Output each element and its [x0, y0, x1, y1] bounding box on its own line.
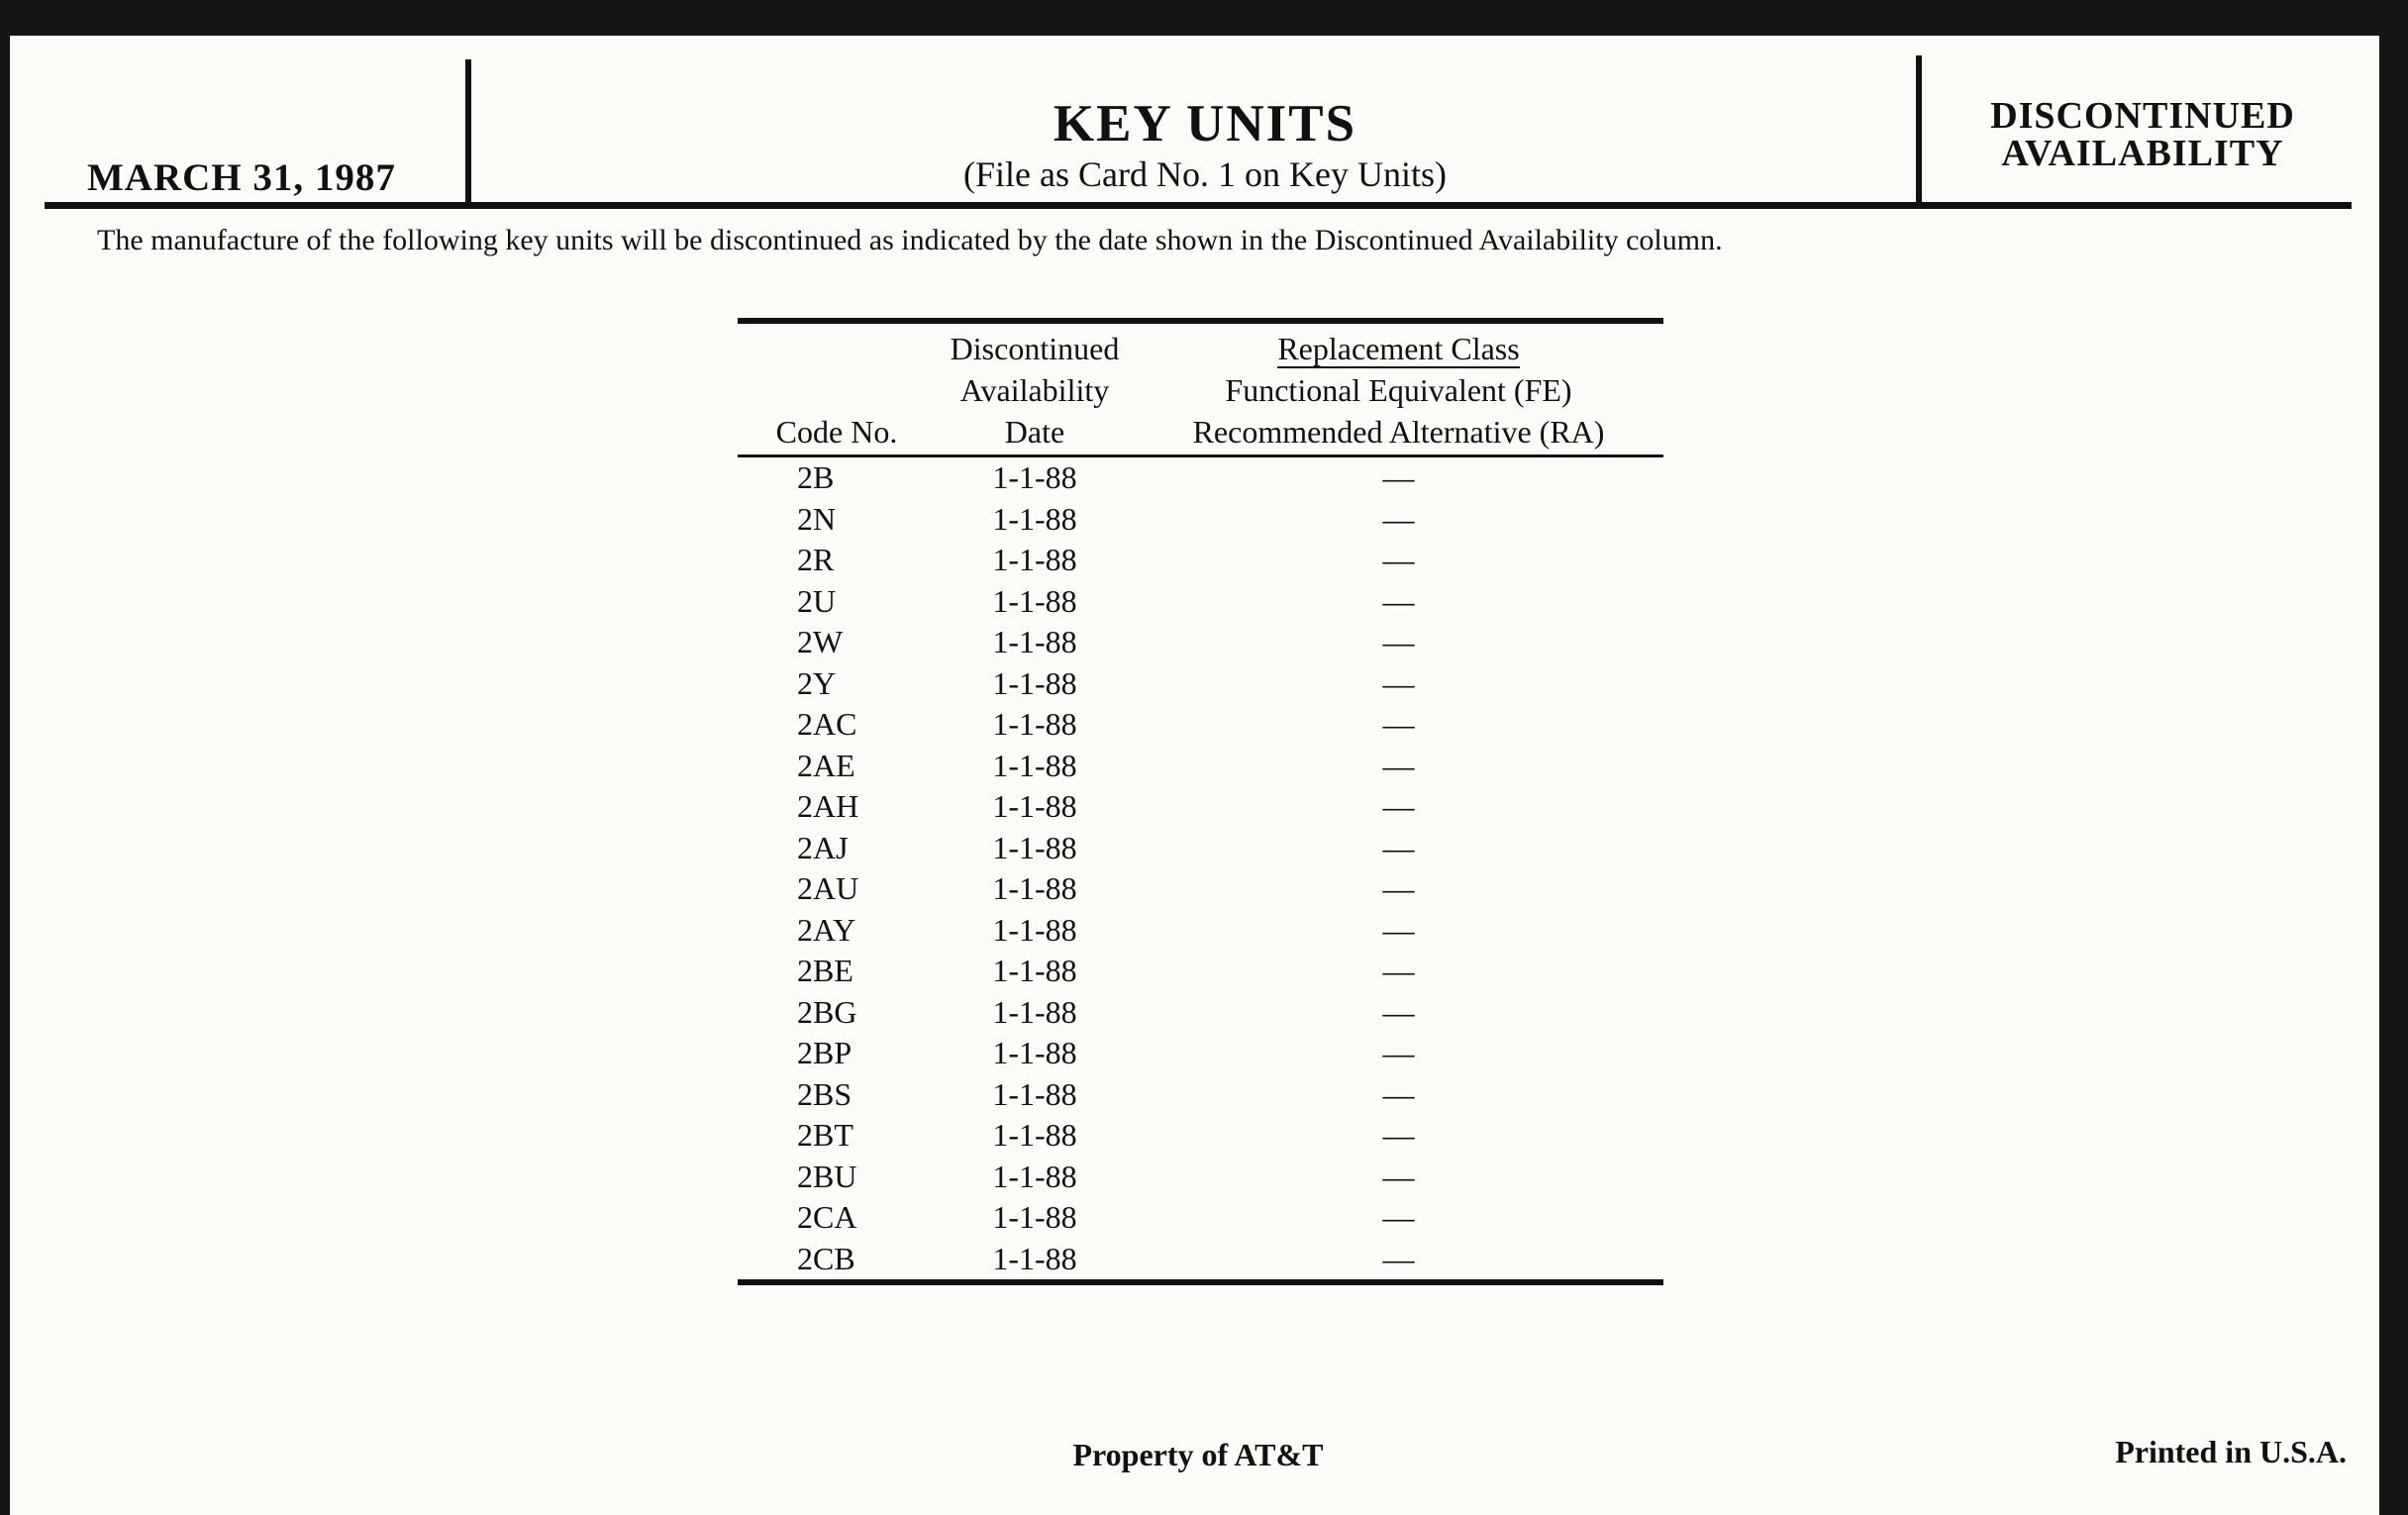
header-date-col	[936, 321, 1134, 456]
table-row	[738, 746, 1663, 787]
header-replacement-line2: Functional Equivalent (FE)	[1225, 372, 1572, 408]
table-row	[738, 1033, 1663, 1074]
code-cell: 2AC	[797, 706, 857, 742]
code-cell: 2BP	[797, 1035, 853, 1070]
header-date-line3: Date	[1004, 414, 1065, 450]
replacement-cell: —	[1382, 870, 1415, 906]
date-cell: 1-1-88	[992, 1199, 1077, 1235]
table-row	[738, 868, 1663, 910]
date-cell: 1-1-88	[992, 624, 1077, 659]
replacement-cell: —	[1382, 788, 1415, 824]
header-replacement-col	[1134, 321, 1663, 456]
table-row	[738, 1074, 1663, 1116]
date-cell: 1-1-88	[992, 664, 1077, 701]
header-replacement-line1: Replacement Class	[1277, 331, 1520, 366]
replacement-cell: —	[1382, 829, 1415, 865]
code-cell: 2AU	[797, 870, 859, 906]
date-cell: 1-1-88	[992, 706, 1077, 742]
replacement-cell: —	[1382, 1158, 1415, 1194]
table-row	[738, 1239, 1663, 1283]
table-row	[738, 704, 1663, 746]
replacement-cell: —	[1382, 582, 1415, 619]
replacement-cell: —	[1382, 500, 1415, 537]
page-subtitle: (File as Card No. 1 on Key Units)	[963, 154, 1447, 194]
header-code	[738, 321, 936, 456]
replacement-cell: —	[1382, 953, 1415, 988]
replacement-cell: —	[1382, 1240, 1415, 1276]
replacement-cell: —	[1382, 664, 1415, 701]
date-cell: 1-1-88	[992, 582, 1077, 619]
intro-text: The manufacture of the following key units will be discontinued as indicated by the date shown in the Discontinued Availability column.	[97, 224, 1723, 256]
table-header-row	[738, 321, 1663, 456]
date-cell: 1-1-88	[992, 953, 1077, 988]
replacement-cell: —	[1382, 542, 1415, 577]
table-row	[738, 1197, 1663, 1239]
page-title: KEY UNITS	[1053, 95, 1357, 152]
header-divider-right	[1916, 55, 1922, 204]
table-row	[738, 828, 1663, 869]
replacement-cell: —	[1382, 459, 1415, 495]
date-cell: 1-1-88	[992, 1035, 1077, 1070]
table-row	[738, 540, 1663, 581]
code-cell: 2AH	[797, 788, 859, 824]
footer-printed: Printed in U.S.A.	[2115, 1434, 2347, 1469]
table-row	[738, 910, 1663, 952]
date-cell: 1-1-88	[992, 500, 1077, 537]
code-cell: 2Y	[797, 664, 837, 701]
code-cell: 2CB	[797, 1240, 855, 1276]
table-row	[738, 992, 1663, 1034]
header-code-label: Code No.	[775, 414, 898, 450]
code-cell: 2W	[797, 624, 844, 659]
code-cell: 2U	[797, 582, 837, 619]
header-title-block	[479, 95, 1931, 196]
header-status-line2: AVAILABILITY	[2001, 133, 2284, 174]
header-date-line1: Discontinued	[950, 331, 1120, 366]
code-cell: 2BG	[797, 993, 857, 1030]
header-rule	[45, 202, 2352, 209]
header-date-line2: Availability	[959, 372, 1110, 408]
code-cell: 2AE	[797, 747, 855, 783]
header-status	[1935, 97, 2351, 172]
code-cell: 2BS	[797, 1075, 853, 1112]
date-cell: 1-1-88	[992, 1075, 1077, 1112]
key-units-table	[738, 318, 1663, 1285]
code-cell: 2B	[797, 459, 835, 495]
date-cell: 1-1-88	[992, 870, 1077, 906]
document-card	[10, 36, 2379, 1515]
code-cell: 2AY	[797, 911, 856, 948]
replacement-cell: —	[1382, 624, 1415, 659]
table-row	[738, 581, 1663, 623]
replacement-cell: —	[1382, 1075, 1415, 1112]
footer-owner: Property of AT&T	[1072, 1437, 1324, 1472]
code-cell: 2AJ	[797, 829, 849, 865]
date-cell: 1-1-88	[992, 911, 1077, 948]
replacement-cell: —	[1382, 1117, 1415, 1153]
replacement-cell: —	[1382, 911, 1415, 948]
date-cell: 1-1-88	[992, 542, 1077, 577]
date-cell: 1-1-88	[992, 788, 1077, 824]
date-cell: 1-1-88	[992, 993, 1077, 1030]
header-replacement-line3: Recommended Alternative (RA)	[1192, 414, 1605, 450]
date-cell: 1-1-88	[992, 829, 1077, 865]
code-cell: 2R	[797, 542, 835, 577]
code-cell: 2BT	[797, 1117, 853, 1153]
date-cell: 1-1-88	[992, 747, 1077, 783]
replacement-cell: —	[1382, 1199, 1415, 1235]
replacement-cell: —	[1382, 747, 1415, 783]
date-cell: 1-1-88	[992, 1117, 1077, 1153]
header-divider-left	[465, 59, 471, 206]
table-row	[738, 1157, 1663, 1198]
replacement-cell: —	[1382, 706, 1415, 742]
replacement-cell: —	[1382, 993, 1415, 1030]
header-status-line1: DISCONTINUED	[1990, 95, 2295, 137]
replacement-cell: —	[1382, 1035, 1415, 1070]
header-date	[87, 123, 463, 232]
table-row	[738, 622, 1663, 663]
table-row	[738, 786, 1663, 828]
code-cell: 2CA	[797, 1199, 857, 1235]
table-row	[738, 1115, 1663, 1157]
table-body	[738, 456, 1663, 1283]
header-date-text: MARCH 31, 1987	[87, 155, 396, 199]
table-row	[738, 663, 1663, 705]
code-cell: 2BU	[797, 1158, 857, 1194]
table-row	[738, 499, 1663, 541]
code-cell: 2N	[797, 500, 837, 537]
table-row	[738, 951, 1663, 992]
date-cell: 1-1-88	[992, 1158, 1077, 1194]
date-cell: 1-1-88	[992, 1240, 1077, 1276]
table-row	[738, 456, 1663, 499]
date-cell: 1-1-88	[992, 459, 1077, 495]
code-cell: 2BE	[797, 953, 853, 988]
